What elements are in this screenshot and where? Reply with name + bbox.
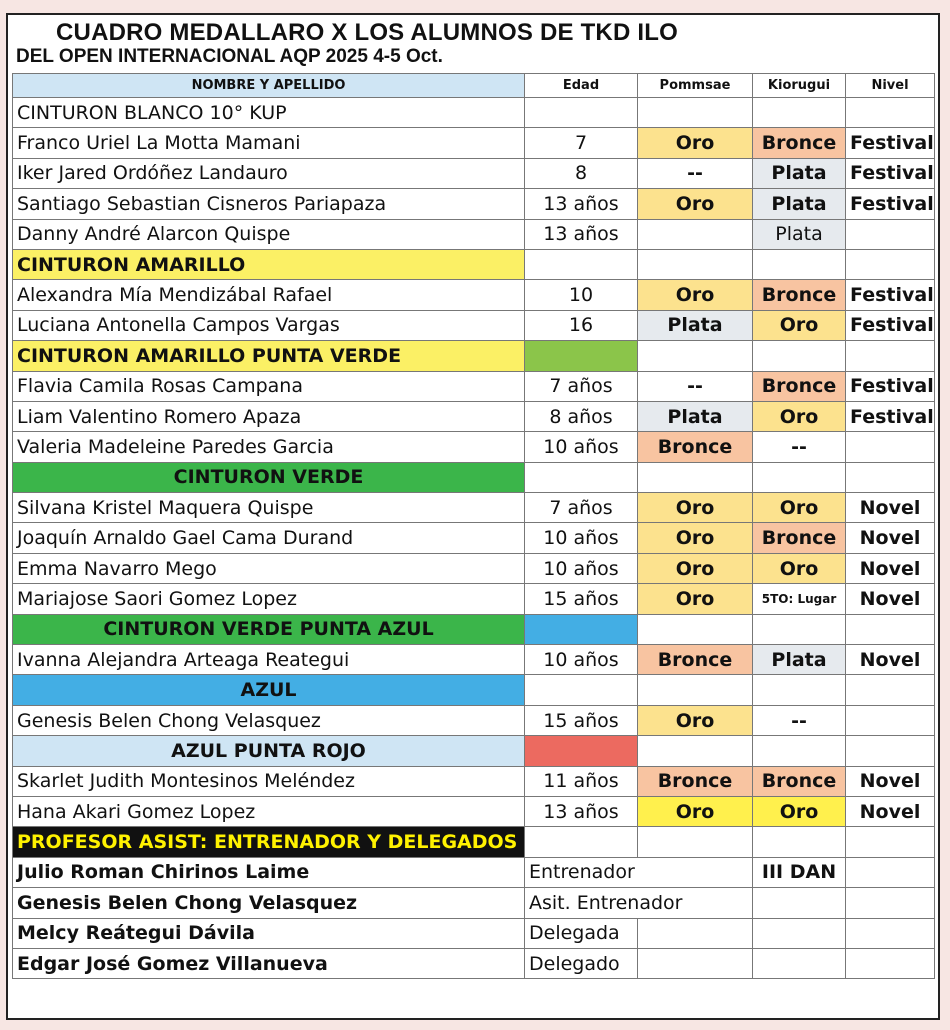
kiorugui-medal: Plata bbox=[753, 189, 846, 219]
level: Novel bbox=[846, 523, 935, 553]
kiorugui-medal: Bronce bbox=[753, 128, 846, 158]
student-age: 10 años bbox=[525, 523, 638, 553]
kiorugui-medal: Plata bbox=[753, 645, 846, 675]
table-header-row bbox=[13, 74, 935, 98]
pommsae-medal: Oro bbox=[638, 705, 753, 735]
pommsae-medal: Plata bbox=[638, 401, 753, 431]
kiorugui-medal: Oro bbox=[753, 796, 846, 826]
pommsae-medal: Bronce bbox=[638, 432, 753, 462]
medal-table bbox=[12, 73, 935, 979]
page-title: CUADRO MEDALLARO X LOS ALUMNOS DE TKD ILO bbox=[56, 19, 678, 46]
level: Festival bbox=[846, 401, 935, 431]
student-name: Joaquín Arnaldo Gael Cama Durand bbox=[13, 523, 525, 553]
kiorugui-medal: Oro bbox=[753, 310, 846, 340]
level: Festival bbox=[846, 310, 935, 340]
section-row bbox=[13, 462, 935, 492]
student-name: Iker Jared Ordóñez Landauro bbox=[13, 158, 525, 188]
level: Novel bbox=[846, 645, 935, 675]
student-name: Alexandra Mía Mendizábal Rafael bbox=[13, 280, 525, 310]
kiorugui-medal: -- bbox=[753, 705, 846, 735]
student-name: Silvana Kristel Maquera Quispe bbox=[13, 493, 525, 523]
kiorugui-medal: Bronce bbox=[753, 523, 846, 553]
student-name: Genesis Belen Chong Velasquez bbox=[13, 705, 525, 735]
pommsae-medal: Oro bbox=[638, 796, 753, 826]
table-row bbox=[13, 493, 935, 523]
kiorugui-medal: Plata bbox=[753, 158, 846, 188]
staff-role: Delegada bbox=[525, 918, 638, 948]
student-age: 11 años bbox=[525, 766, 638, 796]
level: Festival bbox=[846, 371, 935, 401]
page-subtitle: DEL OPEN INTERNACIONAL AQP 2025 4-5 Oct. bbox=[16, 46, 443, 67]
level: Novel bbox=[846, 766, 935, 796]
staff-rank bbox=[753, 948, 846, 978]
student-name: Emma Navarro Mego bbox=[13, 553, 525, 583]
section-row bbox=[13, 675, 935, 705]
table-row bbox=[13, 523, 935, 553]
student-name: Santiago Sebastian Cisneros Pariapaza bbox=[13, 189, 525, 219]
pommsae-medal: Oro bbox=[638, 189, 753, 219]
student-age: 8 años bbox=[525, 401, 638, 431]
table-row bbox=[13, 705, 935, 735]
header bbox=[16, 21, 916, 68]
student-name: Franco Uriel La Motta Mamani bbox=[13, 128, 525, 158]
kiorugui-medal: Oro bbox=[753, 401, 846, 431]
pommsae-medal: -- bbox=[638, 371, 753, 401]
section-row bbox=[13, 614, 935, 644]
staff-row bbox=[13, 857, 935, 887]
col-header-age: Edad bbox=[525, 74, 638, 98]
section-row bbox=[13, 736, 935, 766]
staff-rank bbox=[753, 888, 846, 918]
table-row bbox=[13, 310, 935, 340]
section-row bbox=[13, 341, 935, 371]
kiorugui-medal: -- bbox=[753, 432, 846, 462]
student-age: 8 bbox=[525, 158, 638, 188]
student-age: 15 años bbox=[525, 584, 638, 614]
kiorugui-medal: Bronce bbox=[753, 371, 846, 401]
section-row bbox=[13, 249, 935, 279]
student-name: Ivanna Alejandra Arteaga Reategui bbox=[13, 645, 525, 675]
pommsae-medal: Plata bbox=[638, 310, 753, 340]
staff-name: Edgar José Gomez Villanueva bbox=[13, 948, 525, 978]
medal-table-sheet bbox=[6, 13, 940, 1020]
staff-row bbox=[13, 948, 935, 978]
table-row bbox=[13, 766, 935, 796]
level bbox=[846, 705, 935, 735]
kiorugui-medal: Bronce bbox=[753, 766, 846, 796]
col-header-nivel: Nivel bbox=[846, 74, 935, 98]
staff-row bbox=[13, 888, 935, 918]
table-row bbox=[13, 158, 935, 188]
table-row bbox=[13, 645, 935, 675]
staff-name: Genesis Belen Chong Velasquez bbox=[13, 888, 525, 918]
student-name: Mariajose Saori Gomez Lopez bbox=[13, 584, 525, 614]
pommsae-medal: Bronce bbox=[638, 766, 753, 796]
student-age: 10 bbox=[525, 280, 638, 310]
section-label: AZUL bbox=[13, 675, 525, 705]
level: Festival bbox=[846, 189, 935, 219]
section-label: PROFESOR ASIST: ENTRENADOR Y DELEGADOS bbox=[13, 827, 525, 857]
kiorugui-medal: Oro bbox=[753, 493, 846, 523]
student-age: 10 años bbox=[525, 432, 638, 462]
section-row bbox=[13, 827, 935, 857]
pommsae-medal: -- bbox=[638, 158, 753, 188]
section-label: CINTURON VERDE PUNTA AZUL bbox=[13, 614, 525, 644]
staff-rank bbox=[753, 918, 846, 948]
kiorugui-medal: 5TO: Lugar bbox=[753, 584, 846, 614]
kiorugui-medal: Oro bbox=[753, 553, 846, 583]
section-label: CINTURON AMARILLO bbox=[13, 249, 525, 279]
table-row bbox=[13, 219, 935, 249]
level: Festival bbox=[846, 158, 935, 188]
section-label: CINTURON AMARILLO PUNTA VERDE bbox=[13, 341, 525, 371]
level: Novel bbox=[846, 796, 935, 826]
staff-role: Entrenador bbox=[525, 857, 753, 887]
table-row bbox=[13, 553, 935, 583]
section-label: AZUL PUNTA ROJO bbox=[13, 736, 525, 766]
table-row bbox=[13, 189, 935, 219]
student-age: 13 años bbox=[525, 189, 638, 219]
level: Novel bbox=[846, 584, 935, 614]
staff-role: Delegado bbox=[525, 948, 638, 978]
section-row bbox=[13, 98, 935, 128]
table-row bbox=[13, 371, 935, 401]
student-age: 10 años bbox=[525, 645, 638, 675]
level: Novel bbox=[846, 553, 935, 583]
student-name: Luciana Antonella Campos Vargas bbox=[13, 310, 525, 340]
pommsae-medal: Bronce bbox=[638, 645, 753, 675]
kiorugui-medal: Bronce bbox=[753, 280, 846, 310]
pommsae-medal bbox=[638, 219, 753, 249]
table-row bbox=[13, 796, 935, 826]
student-name: Flavia Camila Rosas Campana bbox=[13, 371, 525, 401]
pommsae-medal: Oro bbox=[638, 553, 753, 583]
staff-row bbox=[13, 918, 935, 948]
table-row bbox=[13, 432, 935, 462]
staff-name: Melcy Reátegui Dávila bbox=[13, 918, 525, 948]
student-age: 16 bbox=[525, 310, 638, 340]
level: Festival bbox=[846, 280, 935, 310]
col-header-pommsae: Pommsae bbox=[638, 74, 753, 98]
col-header-kiorugui: Kiorugui bbox=[753, 74, 846, 98]
level: Novel bbox=[846, 493, 935, 523]
belt-color-swatch bbox=[525, 736, 638, 766]
student-name: Valeria Madeleine Paredes Garcia bbox=[13, 432, 525, 462]
level bbox=[846, 219, 935, 249]
student-age: 13 años bbox=[525, 219, 638, 249]
belt-color-swatch bbox=[525, 614, 638, 644]
student-name: Liam Valentino Romero Apaza bbox=[13, 401, 525, 431]
level: Festival bbox=[846, 128, 935, 158]
staff-role: Asit. Entrenador bbox=[525, 888, 753, 918]
student-age: 10 años bbox=[525, 553, 638, 583]
pommsae-medal: Oro bbox=[638, 493, 753, 523]
col-header-name: NOMBRE Y APELLIDO bbox=[13, 74, 525, 98]
table-row bbox=[13, 401, 935, 431]
student-name: Hana Akari Gomez Lopez bbox=[13, 796, 525, 826]
section-label: CINTURON BLANCO 10° KUP bbox=[13, 98, 525, 128]
table-row bbox=[13, 128, 935, 158]
level bbox=[846, 432, 935, 462]
pommsae-medal: Oro bbox=[638, 280, 753, 310]
kiorugui-medal: Plata bbox=[753, 219, 846, 249]
student-age: 7 años bbox=[525, 493, 638, 523]
student-age: 13 años bbox=[525, 796, 638, 826]
staff-rank: III DAN bbox=[753, 857, 846, 887]
table-row bbox=[13, 280, 935, 310]
student-age: 15 años bbox=[525, 705, 638, 735]
student-age: 7 bbox=[525, 128, 638, 158]
pommsae-medal: Oro bbox=[638, 128, 753, 158]
staff-name: Julio Roman Chirinos Laime bbox=[13, 857, 525, 887]
pommsae-medal: Oro bbox=[638, 584, 753, 614]
student-age: 7 años bbox=[525, 371, 638, 401]
table-row bbox=[13, 584, 935, 614]
student-name: Danny André Alarcon Quispe bbox=[13, 219, 525, 249]
pommsae-medal: Oro bbox=[638, 523, 753, 553]
section-label: CINTURON VERDE bbox=[13, 462, 525, 492]
student-name: Skarlet Judith Montesinos Meléndez bbox=[13, 766, 525, 796]
belt-color-swatch bbox=[525, 341, 638, 371]
